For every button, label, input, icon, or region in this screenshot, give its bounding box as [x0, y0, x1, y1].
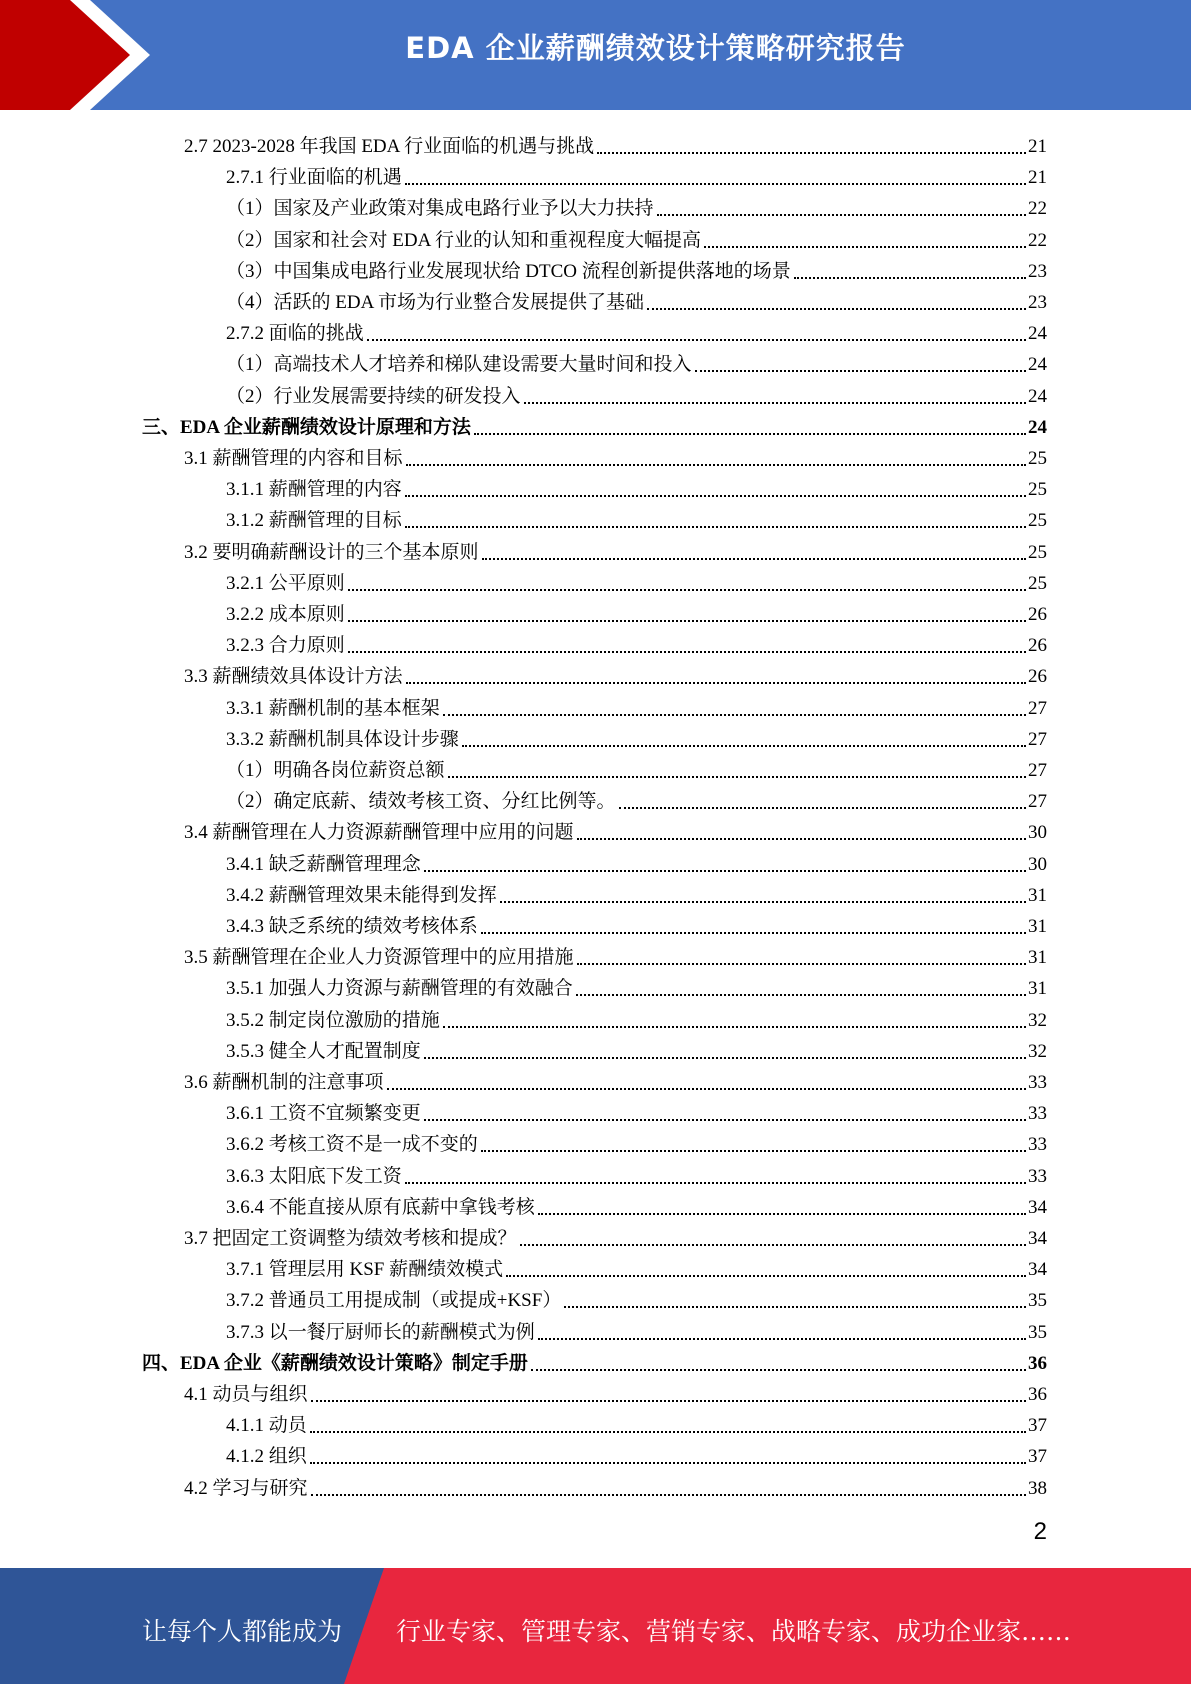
- toc-leader-dots: [538, 1338, 1026, 1340]
- toc-entry[interactable]: [184, 1470, 1047, 1501]
- toc-entry[interactable]: [142, 1345, 1047, 1376]
- toc-entry[interactable]: [226, 346, 1047, 377]
- toc-entry-page: 38: [1028, 1477, 1047, 1499]
- toc-entry-title: 4.1 动员与组织: [184, 1384, 308, 1405]
- toc-entry-page: 25: [1028, 572, 1047, 594]
- toc-entry-title: 3.7 把固定工资调整为绩效考核和提成？: [184, 1228, 517, 1249]
- toc-entry[interactable]: [226, 190, 1047, 221]
- toc-entry-title: （3）中国集成电路行业发展现状给 DTCO 流程创新提供落地的场景: [226, 260, 791, 282]
- toc-leader-dots: [406, 682, 1026, 684]
- toc-leader-dots: [481, 1150, 1026, 1152]
- toc-entry[interactable]: [226, 284, 1047, 315]
- toc-entry[interactable]: [226, 783, 1047, 814]
- toc-entry-title: 3.4.3 缺乏系统的绩效考核体系: [226, 916, 478, 937]
- toc-entry-page: 31: [1028, 884, 1047, 906]
- toc-entry-page: 37: [1028, 1446, 1047, 1468]
- toc-entry-page: 31: [1028, 916, 1047, 937]
- toc-entry-title: （1）国家及产业政策对集成电路行业予以大力扶持: [226, 198, 654, 220]
- toc-entry-title: 3.2.1 公平原则: [226, 572, 345, 594]
- toc-leader-dots: [520, 1244, 1026, 1246]
- toc-entry-page: 31: [1028, 978, 1047, 1000]
- toc-leader-dots: [405, 183, 1026, 185]
- toc-leader-dots: [443, 1026, 1026, 1028]
- toc-entry-title: （2）确定底薪、绩效考核工资、分红比例等。: [226, 791, 616, 813]
- toc-entry-page: 30: [1028, 853, 1047, 875]
- toc-entry-title: 3.4.2 薪酬管理效果未能得到发挥: [226, 884, 497, 906]
- toc-entry-page: 22: [1028, 229, 1047, 251]
- toc-entry-page: 24: [1028, 323, 1047, 345]
- toc-entry-page: 21: [1028, 167, 1047, 189]
- document-title: EDA 企业薪酬绩效设计策略研究报告: [405, 31, 906, 65]
- toc-entry-page: 34: [1028, 1228, 1047, 1249]
- page-header: [0, 0, 1191, 110]
- toc-leader-dots: [311, 1494, 1026, 1496]
- toc-leader-dots: [474, 433, 1026, 435]
- toc-entry-title: 3.1.1 薪酬管理的内容: [226, 479, 402, 501]
- page-number: 2: [1033, 1518, 1047, 1545]
- toc-leader-dots: [387, 1088, 1026, 1090]
- toc-entry[interactable]: [226, 1314, 1047, 1345]
- toc-entry-page: 34: [1028, 1259, 1047, 1281]
- toc-entry-title: 4.2 学习与研究: [184, 1477, 308, 1499]
- toc-entry-title: 3.3.1 薪酬机制的基本框架: [226, 697, 440, 719]
- toc-entry[interactable]: [226, 1438, 1047, 1469]
- toc-leader-dots: [310, 1431, 1026, 1433]
- toc-entry-title: 3.6.3 太阳底下发工资: [226, 1165, 402, 1187]
- toc-entry-page: 33: [1028, 1103, 1047, 1125]
- toc-leader-dots: [695, 370, 1026, 372]
- toc-entry[interactable]: [226, 471, 1047, 502]
- footer-slogan-left: 让每个人都能成为: [142, 1617, 343, 1646]
- toc-leader-dots: [405, 495, 1026, 497]
- toc-entry-page: 36: [1028, 1384, 1047, 1405]
- toc-entry-page: 32: [1028, 1040, 1047, 1062]
- toc-entry-title: 3.6.2 考核工资不是一成不变的: [226, 1134, 478, 1156]
- toc-entry[interactable]: [184, 440, 1047, 471]
- toc-entry-page: 25: [1028, 448, 1047, 469]
- toc-leader-dots: [481, 932, 1026, 934]
- toc-entry-page: 24: [1028, 354, 1047, 376]
- toc-entry[interactable]: [226, 315, 1047, 346]
- toc-entry[interactable]: [226, 596, 1047, 627]
- toc-entry-page: 23: [1028, 260, 1047, 282]
- toc-entry-page: 24: [1028, 416, 1047, 438]
- toc-entry-title: 三、EDA 企业薪酬绩效设计原理和方法: [142, 416, 471, 438]
- toc-entry[interactable]: [226, 721, 1047, 752]
- toc-leader-dots: [794, 277, 1026, 279]
- toc-entry[interactable]: [226, 1095, 1047, 1126]
- toc-entry-title: 3.2 要明确薪酬设计的三个基本原则: [184, 541, 479, 563]
- toc-entry-title: 3.3.2 薪酬机制具体设计步骤: [226, 728, 459, 750]
- toc-entry-page: 26: [1028, 604, 1047, 625]
- toc-entry[interactable]: [184, 534, 1047, 565]
- toc-leader-dots: [424, 1119, 1026, 1121]
- toc-entry[interactable]: [226, 1282, 1047, 1313]
- toc-leader-dots: [424, 870, 1026, 872]
- toc-entry[interactable]: [184, 1220, 1047, 1251]
- toc-entry-title: 3.6.1 工资不宜频繁变更: [226, 1103, 421, 1125]
- toc-entry-title: 3.6 薪酬机制的注意事项: [184, 1072, 384, 1093]
- toc-entry[interactable]: [226, 752, 1047, 783]
- toc-entry-title: 3.3 薪酬绩效具体设计方法: [184, 666, 403, 688]
- toc-entry-title: 3.1.2 薪酬管理的目标: [226, 510, 402, 532]
- footer-slogan-right: 行业专家、管理专家、营销专家、战略专家、成功企业家……: [396, 1617, 1072, 1646]
- toc-entry[interactable]: [226, 627, 1047, 658]
- toc-entry-page: 35: [1028, 1321, 1047, 1343]
- toc-entry[interactable]: [226, 970, 1047, 1001]
- toc-entry-title: 3.1 薪酬管理的内容和目标: [184, 448, 403, 469]
- toc-entry-page: 27: [1028, 728, 1047, 750]
- toc-entry[interactable]: [226, 222, 1047, 253]
- toc-entry[interactable]: [226, 1189, 1047, 1220]
- toc-entry-page: 24: [1028, 385, 1047, 407]
- toc-entry-title: （2）行业发展需要持续的研发投入: [226, 385, 521, 407]
- toc-entry-title: 3.7.2 普通员工用提成制（或提成+KSF）: [226, 1290, 562, 1312]
- toc-entry[interactable]: [184, 128, 1047, 159]
- toc-entry[interactable]: [184, 1064, 1047, 1095]
- toc-entry[interactable]: [226, 1002, 1047, 1033]
- toc-leader-dots: [597, 152, 1026, 154]
- toc-entry-page: 27: [1028, 760, 1047, 781]
- toc-leader-dots: [704, 246, 1026, 248]
- toc-entry-page: 34: [1028, 1196, 1047, 1218]
- toc-leader-dots: [406, 464, 1026, 466]
- toc-entry-page: 32: [1028, 1009, 1047, 1031]
- toc-entry[interactable]: [226, 378, 1047, 409]
- toc-entry[interactable]: [226, 1158, 1047, 1189]
- toc-leader-dots: [405, 1182, 1026, 1184]
- toc-entry[interactable]: [226, 565, 1047, 596]
- toc-leader-dots: [576, 994, 1026, 996]
- toc-leader-dots: [311, 1400, 1026, 1402]
- toc-entry[interactable]: [226, 877, 1047, 908]
- toc-entry[interactable]: [226, 253, 1047, 284]
- toc-entry-page: 27: [1028, 791, 1047, 813]
- toc-entry[interactable]: [226, 908, 1047, 939]
- toc-entry-page: 25: [1028, 541, 1047, 563]
- toc-entry-title: 3.4 薪酬管理在人力资源薪酬管理中应用的问题: [184, 822, 574, 844]
- toc-leader-dots: [367, 339, 1026, 341]
- toc-entry-title: 2.7.2 面临的挑战: [226, 323, 364, 345]
- toc-entry-page: 33: [1028, 1072, 1047, 1093]
- toc-entry-title: 四、EDA 企业《薪酬绩效设计策略》制定手册: [142, 1352, 528, 1374]
- toc-leader-dots: [405, 526, 1026, 528]
- toc-entry[interactable]: [142, 409, 1047, 440]
- toc-leader-dots: [424, 1057, 1026, 1059]
- toc-entry-title: 3.7.1 管理层用 KSF 薪酬绩效模式: [226, 1259, 504, 1281]
- toc-entry[interactable]: [184, 1376, 1047, 1407]
- toc-leader-dots: [619, 807, 1026, 809]
- toc-entry-page: 30: [1028, 822, 1047, 844]
- toc-entry-page: 33: [1028, 1134, 1047, 1156]
- toc-entry-page: 27: [1028, 697, 1047, 719]
- toc-entry-title: 2.7 2023-2028 年我国 EDA 行业面临的机遇与挑战: [184, 136, 595, 157]
- toc-leader-dots: [448, 776, 1026, 778]
- toc-entry[interactable]: [226, 1251, 1047, 1282]
- toc-entry-title: 3.7.3 以一餐厅厨师长的薪酬模式为例: [226, 1321, 535, 1343]
- toc-entry-page: 36: [1028, 1352, 1047, 1374]
- toc-leader-dots: [531, 1369, 1026, 1371]
- toc-entry-title: （1）高端技术人才培养和梯队建设需要大量时间和投入: [226, 354, 692, 376]
- page-footer: [0, 1568, 1191, 1684]
- toc-leader-dots: [538, 1213, 1026, 1215]
- toc-leader-dots: [577, 838, 1026, 840]
- toc-entry-title: 3.2.3 合力原则: [226, 635, 345, 657]
- toc-leader-dots: [524, 402, 1026, 404]
- toc-leader-dots: [348, 620, 1026, 622]
- toc-entry-title: 3.4.1 缺乏薪酬管理理念: [226, 853, 421, 875]
- toc-entry-title: （1）明确各岗位薪资总额: [226, 760, 445, 781]
- toc-entry[interactable]: [226, 159, 1047, 190]
- toc-entry-title: 3.5.1 加强人力资源与薪酬管理的有效融合: [226, 978, 573, 1000]
- toc-entry[interactable]: [226, 1407, 1047, 1438]
- toc-entry-page: 33: [1028, 1165, 1047, 1187]
- toc-entry[interactable]: [226, 1033, 1047, 1064]
- toc-entry-page: 25: [1028, 479, 1047, 501]
- toc-leader-dots: [462, 745, 1026, 747]
- toc-entry-title: 3.6.4 不能直接从原有底薪中拿钱考核: [226, 1196, 535, 1218]
- toc-entry[interactable]: [226, 1126, 1047, 1157]
- toc-entry-title: 3.5.2 制定岗位激励的措施: [226, 1009, 440, 1031]
- toc-entry[interactable]: [226, 690, 1047, 721]
- toc-entry-title: 4.1.2 组织: [226, 1446, 307, 1468]
- toc-leader-dots: [657, 214, 1026, 216]
- toc-leader-dots: [310, 1462, 1026, 1464]
- toc-leader-dots: [577, 963, 1026, 965]
- toc-entry-page: 21: [1028, 136, 1047, 157]
- toc-entry-title: 3.5 薪酬管理在企业人力资源管理中的应用措施: [184, 947, 574, 969]
- toc-entry[interactable]: [226, 846, 1047, 877]
- toc-leader-dots: [348, 651, 1026, 653]
- toc-entry-page: 23: [1028, 292, 1047, 313]
- toc-leader-dots: [482, 558, 1026, 560]
- toc-leader-dots: [506, 1275, 1026, 1277]
- toc-entry[interactable]: [184, 658, 1047, 689]
- toc-entry-page: 31: [1028, 947, 1047, 969]
- toc-entry-page: 22: [1028, 198, 1047, 220]
- toc-entry-page: 37: [1028, 1415, 1047, 1437]
- toc-entry-title: 2.7.1 行业面临的机遇: [226, 167, 402, 189]
- toc-entry-page: 26: [1028, 666, 1047, 688]
- toc-entry-title: （2）国家和社会对 EDA 行业的认知和重视程度大幅提高: [226, 229, 702, 251]
- toc-entry-page: 35: [1028, 1290, 1047, 1312]
- toc-entry[interactable]: [184, 939, 1047, 970]
- toc-entry-title: 4.1.1 动员: [226, 1415, 307, 1437]
- toc-entry-title: 3.5.3 健全人才配置制度: [226, 1040, 421, 1062]
- toc-leader-dots: [443, 714, 1026, 716]
- toc-entry-title: （4）活跃的 EDA 市场为行业整合发展提供了基础: [226, 292, 645, 313]
- toc-leader-dots: [348, 589, 1026, 591]
- toc-entry-title: 3.2.2 成本原则: [226, 604, 345, 625]
- toc-entry-page: 26: [1028, 635, 1047, 657]
- toc-leader-dots: [500, 901, 1026, 903]
- toc-entry[interactable]: [184, 814, 1047, 845]
- toc-leader-dots: [564, 1306, 1026, 1308]
- toc-entry-page: 25: [1028, 510, 1047, 532]
- toc-entry[interactable]: [226, 502, 1047, 533]
- toc-leader-dots: [647, 308, 1026, 310]
